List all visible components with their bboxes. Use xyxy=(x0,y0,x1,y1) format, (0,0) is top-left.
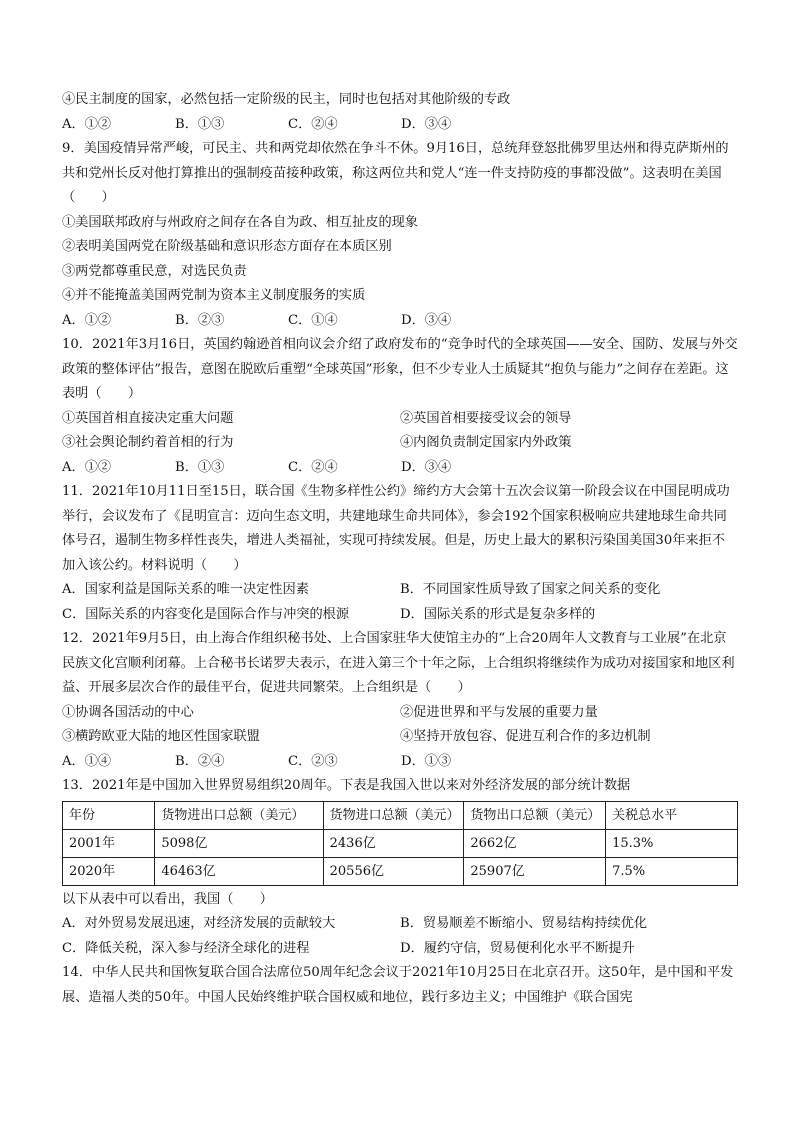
option-c[interactable]: C．国际关系的内容变化是国际合作与冲突的根源 xyxy=(62,606,350,622)
q8-options xyxy=(62,113,738,138)
table-header-cell: 货物进出口总额（美元） xyxy=(155,801,323,829)
option-a[interactable]: A．①② xyxy=(62,312,112,328)
q9-options xyxy=(62,309,738,334)
q9-item-1: ①美国联邦政府与州政府之间存在各自为政、相互扯皮的现象 xyxy=(62,214,419,230)
q11-options-row1 xyxy=(62,578,738,603)
option-c[interactable]: C．降低关税，深入参与经济全球化的进程 xyxy=(62,940,310,956)
q10-items-row2 xyxy=(62,431,738,456)
option-b[interactable]: B．②③ xyxy=(175,312,225,328)
option-b[interactable]: B．①③ xyxy=(175,459,225,475)
table-header-cell: 货物出口总额（美元） xyxy=(464,801,606,829)
option-a[interactable]: A．①② xyxy=(62,459,112,475)
option-c[interactable]: C．②④ xyxy=(288,459,338,475)
q10-options xyxy=(62,456,738,481)
option-c[interactable]: C．①④ xyxy=(288,312,338,328)
option-d[interactable]: D．③④ xyxy=(401,312,452,328)
q10-item-4: ④内阁负责制定国家内外政策 xyxy=(400,435,572,450)
option-c[interactable]: C．②③ xyxy=(288,753,338,769)
option-d[interactable]: D．③④ xyxy=(401,459,452,475)
option-a[interactable]: A．①④ xyxy=(62,753,112,769)
q12-items-row1 xyxy=(62,701,738,726)
table-cell: 2020年 xyxy=(63,857,155,885)
table-cell: 25907亿 xyxy=(464,857,606,885)
table-row xyxy=(63,857,738,885)
option-d[interactable]: D．国际关系的形式是复杂多样的 xyxy=(400,606,596,622)
option-d[interactable]: D．③④ xyxy=(401,116,452,132)
table-cell: 2662亿 xyxy=(464,829,606,857)
option-a[interactable]: A．①② xyxy=(62,116,112,132)
q10-item-2: ②英国首相要接受议会的领导 xyxy=(400,410,572,426)
option-b[interactable]: B．贸易顺差不断缩小、贸易结构持续优化 xyxy=(400,916,648,931)
q13-options-row2 xyxy=(62,937,738,962)
table-cell: 5098亿 xyxy=(155,829,323,857)
q9-item-4: ④并不能掩盖美国两党制为资本主义制度服务的实质 xyxy=(62,288,366,303)
option-b[interactable]: B．②④ xyxy=(175,753,225,769)
q10-stem: 10．2021年3月16日，英国约翰逊首相向议会介绍了政府发布的“竞争时代的全球英国——安全、国防、发展与外交政策的整体评估”报告，意图在脱欧后重塑“全球英国”形象，但不少专业人士质疑其“抱负与能力”之间存在差距。这表明（ ） xyxy=(62,337,738,401)
q9-item-2: ②表明美国两党在阶级基础和意识形态方面存在本质区别 xyxy=(62,239,392,254)
q12-item-1: ①协调各国活动的中心 xyxy=(62,704,194,720)
q12-item-3: ③横跨欧亚大陆的地区性国家联盟 xyxy=(62,729,260,744)
table-header-cell: 货物进口总额（美元） xyxy=(323,801,464,829)
option-b[interactable]: B．①③ xyxy=(175,116,225,132)
q8-item-4: ④民主制度的国家，必然包括一定阶级的民主，同时也包括对其他阶级的专政 xyxy=(62,92,511,107)
option-b[interactable]: B．不同国家性质导致了国家之间关系的变化 xyxy=(400,582,661,597)
table-header-row xyxy=(63,801,738,829)
q11-options-row2 xyxy=(62,603,738,628)
q10-items-row1 xyxy=(62,407,738,432)
q12-options xyxy=(62,750,738,775)
option-d[interactable]: D．履约守信，贸易便利化水平不断提升 xyxy=(400,940,635,956)
q12-item-2: ②促进世界和平与发展的重要力量 xyxy=(400,704,598,720)
q9-stem: 9．美国疫情异常严峻，可民主、共和两党却依然在争斗不休。9月16日，总统拜登怒批佛罗里达州和得克萨斯州的共和党州长反对他打算推出的强制疫苗接种政策，称这两位共和党人“连一件支持防疫的事都没做”。这表明在美国（ ） xyxy=(62,141,729,205)
table-cell: 20556亿 xyxy=(323,857,464,885)
q12-item-4: ④坚持开放包容、促进互利合作的多边机制 xyxy=(400,729,651,744)
table-cell: 15.3% xyxy=(606,829,738,857)
table-row xyxy=(63,829,738,857)
option-d[interactable]: D．①③ xyxy=(401,753,452,769)
q14-stem: 14．中华人民共和国恢复联合国合法席位50周年纪念会议于2021年10月25日在北京召开。这50年，是中国和平发展、造福人类的50年。中国人民始终维护联合国权威和地位，践行多边主义；中国维护《联合国宪 xyxy=(62,965,734,1005)
q11-stem: 11．2021年10月11日至15日，联合国《生物多样性公约》缔约方大会第十五次会议第一阶段会议在中国昆明成功举行，会议发布了《昆明宣言：迈向生态文明，共建地球生命共同体》，参会192个国家积极响应共建地球生命共同体号召，遏制生物多样性丧失，增进人类福祉，实现可持续发展。但是，历史上最大的累积污染国美国30年来拒不加入该公约。材料说明（ ） xyxy=(62,484,730,573)
option-a[interactable]: A．对外贸易发展迅速，对经济发展的贡献较大 xyxy=(62,916,336,931)
table-header-cell: 关税总水平 xyxy=(606,801,738,829)
table-cell: 7.5% xyxy=(606,857,738,885)
q9-item-3: ③两党都尊重民意，对选民负责 xyxy=(62,263,247,279)
q13-stem: 13．2021年是中国加入世界贸易组织20周年。下表是我国入世以来对外经济发展的部分统计数据 xyxy=(62,778,631,793)
table-cell: 46463亿 xyxy=(155,857,323,885)
q13-question: 以下从表中可以看出，我国（ ） xyxy=(62,891,273,907)
trade-stats-table xyxy=(62,801,738,886)
q12-items-row2 xyxy=(62,725,738,750)
q12-stem: 12．2021年9月5日，由上海合作组织秘书处、上合国家驻华大使馆主办的“上合20周年人文教育与工业展”在北京民族文化宫顺利闭幕。上合秘书长诺罗夫表示，在进入第三个十年之际，上合组织将继续作为成功对接国家和地区利益、开展多层次合作的最佳平台，促进共同繁荣。上合组织是（ ） xyxy=(62,631,735,695)
table-cell: 2436亿 xyxy=(323,829,464,857)
q10-item-1: ①英国首相直接决定重大问题 xyxy=(62,410,234,426)
q13-options-row1 xyxy=(62,912,738,937)
option-a[interactable]: A．国家利益是国际关系的唯一决定性因素 xyxy=(62,582,309,597)
table-header-cell: 年份 xyxy=(63,801,155,829)
table-cell: 2001年 xyxy=(63,829,155,857)
q10-item-3: ③社会舆论制约着首相的行为 xyxy=(62,435,234,450)
option-c[interactable]: C．②④ xyxy=(288,116,338,132)
exam-page xyxy=(62,88,738,1010)
